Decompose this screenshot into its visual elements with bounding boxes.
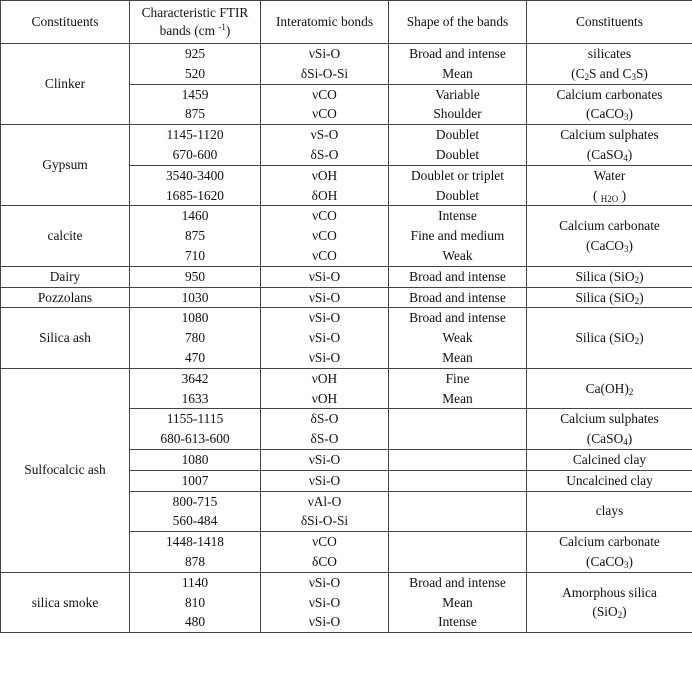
bond-value: νCO — [312, 208, 337, 224]
compound-value: Amorphous silica — [562, 584, 657, 600]
bonds-cell — [261, 287, 389, 308]
bond-value: νS-O — [310, 127, 339, 143]
shape-value: Broad and intense — [409, 46, 506, 61]
shape-value: Mean — [442, 390, 473, 406]
bonds-cell — [261, 368, 389, 409]
table-body — [1, 44, 692, 633]
compound-value: (CaCO$_3$) — [586, 106, 633, 123]
shape-value: Weak — [442, 330, 473, 346]
bond-value: νSi-O — [308, 330, 341, 346]
shape-cell — [389, 165, 527, 206]
table-header — [1, 1, 692, 44]
compound-value: Silica (SiO$_2$) — [575, 289, 644, 306]
bonds-cell — [261, 409, 389, 450]
band-value: 1140 — [181, 574, 209, 590]
shape-value: Doublet — [435, 146, 480, 162]
shape-value: Intense — [438, 614, 477, 630]
shape-value: Broad and intense — [409, 310, 506, 326]
table-row — [1, 125, 692, 166]
subscript: 4 — [623, 437, 628, 448]
bonds-cell — [261, 84, 389, 125]
compound-value: (CaCO$_3$) — [586, 553, 633, 570]
band-value: 480 — [184, 614, 206, 630]
compound-cell — [527, 287, 692, 308]
header-constituents: Constituents — [1, 1, 130, 44]
subscript: 2 — [634, 274, 640, 285]
bands-cell — [130, 165, 261, 206]
bands-cell — [130, 572, 261, 632]
bonds-cell — [261, 165, 389, 206]
bond-value: νCO — [312, 228, 337, 244]
bond-value: νSi-O — [308, 472, 341, 488]
band-value: 710 — [184, 247, 206, 263]
compound-cell — [527, 206, 692, 266]
compound-value: Silica (SiO$_2$) — [575, 330, 644, 347]
compound-value: Water — [593, 167, 626, 183]
bond-value: δS-O — [310, 431, 339, 447]
subscript: H2O — [600, 193, 619, 204]
subscript: 2 — [617, 610, 623, 621]
subscript: 4 — [623, 152, 628, 163]
bond-value: νOH — [311, 167, 338, 183]
shape-value: Doublet — [435, 187, 480, 203]
header-interatomic-bonds: Interatomic bonds — [261, 1, 389, 44]
bands-cell — [130, 44, 261, 85]
bonds-cell — [261, 266, 389, 287]
band-value: 1685-1620 — [165, 187, 225, 203]
constituent-name: Gypsum — [1, 125, 130, 206]
compound-cell — [527, 368, 692, 409]
compound-cell — [527, 449, 692, 470]
band-value: 3540-3400 — [165, 167, 225, 183]
compound-cell — [527, 572, 692, 632]
subscript: 2 — [634, 295, 640, 306]
shape-value: Broad and intense — [409, 268, 506, 284]
band-value: 878 — [184, 553, 206, 569]
subscript: 3 — [623, 559, 629, 570]
shape-value: Broad and intense — [409, 574, 506, 590]
compound-value: silicates — [587, 46, 632, 61]
bonds-cell — [261, 449, 389, 470]
table-row — [1, 308, 692, 368]
compound-value: Calcined clay — [572, 451, 647, 467]
compound-value: Silica (SiO$_2$) — [575, 268, 644, 285]
compound-cell — [527, 532, 692, 573]
shape-cell — [389, 532, 527, 573]
bonds-cell — [261, 532, 389, 573]
header-ftir-bands-exponent: -1 — [218, 22, 226, 32]
band-value: 1448-1418 — [165, 534, 225, 550]
bands-cell — [130, 308, 261, 368]
bond-value: νSi-O — [308, 310, 341, 326]
compound-value: Calcium carbonates — [556, 86, 663, 102]
bond-value: νOH — [311, 390, 338, 406]
compound-value: (SiO$_2$) — [592, 604, 627, 621]
header-ftir-bands-close: ) — [225, 23, 231, 38]
shape-value: Fine — [445, 370, 470, 386]
shape-cell — [389, 125, 527, 166]
bonds-cell — [261, 491, 389, 532]
compound-cell — [527, 125, 692, 166]
compound-value: Calcium carbonate — [559, 218, 660, 234]
compound-value: ($C_2S$ and $C_3S$) — [571, 65, 648, 82]
bond-value: νSi-O — [308, 614, 341, 630]
band-value: 875 — [184, 106, 206, 122]
constituent-name: silica smoke — [1, 572, 130, 632]
shape-cell — [389, 572, 527, 632]
bonds-cell — [261, 572, 389, 632]
bond-value: δOH — [311, 187, 338, 203]
bond-value: νSi-O — [308, 46, 341, 61]
bonds-cell — [261, 44, 389, 85]
compound-value: clays — [595, 503, 624, 519]
shape-cell — [389, 287, 527, 308]
shape-value: Mean — [442, 65, 473, 81]
constituent-name: Clinker — [1, 44, 130, 125]
shape-value: Broad and intense — [409, 289, 506, 305]
constituent-name: calcite — [1, 206, 130, 266]
bond-value: νSi-O — [308, 574, 341, 590]
constituent-name: Dairy — [1, 266, 130, 287]
bond-value: νOH — [311, 370, 338, 386]
compound-cell — [527, 44, 692, 85]
bands-cell — [130, 287, 261, 308]
bonds-cell — [261, 125, 389, 166]
subscript: 3 — [623, 244, 629, 255]
table-row — [1, 572, 692, 632]
table-row — [1, 266, 692, 287]
header-compound: Constituents — [527, 1, 692, 44]
compound-value: $Ca(OH)_2$ — [585, 380, 634, 397]
shape-cell — [389, 491, 527, 532]
bands-cell — [130, 409, 261, 450]
bond-value: δS-O — [310, 146, 339, 162]
band-value: 520 — [184, 65, 206, 81]
bands-cell — [130, 470, 261, 491]
bond-value: νSi-O — [308, 289, 341, 305]
compound-cell — [527, 409, 692, 450]
compound-value: Uncalcined clay — [566, 472, 653, 488]
bond-value: νSi-O — [308, 268, 341, 284]
compound-cell — [527, 266, 692, 287]
compound-cell — [527, 308, 692, 368]
shape-cell — [389, 449, 527, 470]
bond-value: νSi-O — [308, 594, 341, 610]
header-row — [1, 1, 692, 44]
bond-value: δSi-O-Si — [300, 513, 349, 529]
header-ftir-bands — [130, 1, 261, 44]
bands-cell — [130, 84, 261, 125]
band-value: 1080 — [181, 451, 209, 467]
compound-value: Calcium sulphates — [560, 127, 659, 143]
compound-value: (CaSO$_4$) — [586, 431, 633, 448]
shape-value: Weak — [442, 247, 473, 263]
constituent-name: Silica ash — [1, 308, 130, 368]
table-row — [1, 287, 692, 308]
band-value: 925 — [184, 46, 206, 61]
header-ftir-bands-text: Characteristic FTIR bands (cm — [141, 5, 249, 38]
bands-cell — [130, 125, 261, 166]
shape-cell — [389, 409, 527, 450]
shape-cell — [389, 266, 527, 287]
shape-value: Doublet or triplet — [411, 167, 504, 183]
shape-value: Shoulder — [433, 106, 482, 122]
band-value: 680-613-600 — [160, 431, 230, 447]
subscript: 2 — [628, 386, 634, 397]
compound-value: (CaCO$_3$) — [586, 238, 633, 255]
bond-value: νCO — [312, 534, 337, 550]
bands-cell — [130, 449, 261, 470]
band-value: 1459 — [181, 86, 209, 102]
shape-value: Mean — [442, 594, 473, 610]
band-value: 780 — [184, 330, 206, 346]
bands-cell — [130, 491, 261, 532]
table-row — [1, 206, 692, 266]
subscript: 3 — [631, 71, 636, 82]
bond-value: δS-O — [310, 411, 339, 427]
band-value: 1007 — [181, 472, 209, 488]
band-value: 560-484 — [172, 513, 218, 529]
band-value: 800-715 — [172, 493, 218, 509]
bands-cell — [130, 532, 261, 573]
compound-cell — [527, 491, 692, 532]
bonds-cell — [261, 470, 389, 491]
shape-value: Variable — [435, 86, 480, 102]
bond-value: νCO — [312, 247, 337, 263]
compound-cell — [527, 470, 692, 491]
compound-value: Calcium carbonate — [559, 534, 660, 550]
band-value: 670-600 — [172, 146, 218, 162]
shape-cell — [389, 44, 527, 85]
bonds-cell — [261, 308, 389, 368]
header-band-shape: Shape of the bands — [389, 1, 527, 44]
band-value: 1460 — [181, 208, 209, 224]
bands-cell — [130, 368, 261, 409]
bond-value: δSi-O-Si — [300, 65, 349, 81]
shape-cell — [389, 84, 527, 125]
shape-value: Mean — [442, 349, 473, 365]
shape-cell — [389, 470, 527, 491]
bands-cell — [130, 206, 261, 266]
compound-cell — [527, 84, 692, 125]
compound-value: ( $_{H2O}$ ) — [592, 187, 627, 204]
band-value: 875 — [184, 228, 206, 244]
band-value: 3642 — [181, 370, 209, 386]
band-value: 470 — [184, 349, 206, 365]
band-value: 1633 — [181, 390, 209, 406]
shape-cell — [389, 308, 527, 368]
band-value: 950 — [184, 268, 206, 284]
table-row — [1, 368, 692, 409]
bond-value: νSi-O — [308, 349, 341, 365]
bond-value: δCO — [312, 553, 337, 569]
band-value: 1080 — [181, 310, 209, 326]
band-value: 1030 — [181, 289, 209, 305]
constituent-name: Pozzolans — [1, 287, 130, 308]
bond-value: νCO — [312, 106, 337, 122]
bond-value: νAl-O — [307, 493, 342, 509]
band-value: 1145-1120 — [166, 127, 224, 143]
subscript: 3 — [623, 112, 629, 123]
band-value: 810 — [184, 594, 206, 610]
compound-cell — [527, 165, 692, 206]
shape-cell — [389, 368, 527, 409]
shape-value: Doublet — [435, 127, 480, 143]
bonds-cell — [261, 206, 389, 266]
compound-value: (CaSO$_4$) — [586, 146, 633, 163]
subscript: 2 — [634, 336, 640, 347]
bond-value: νSi-O — [308, 451, 341, 467]
compound-value: Calcium sulphates — [560, 411, 659, 427]
band-value: 1155-1115 — [166, 411, 224, 427]
subscript: 2 — [584, 71, 590, 82]
shape-value: Intense — [438, 208, 477, 224]
shape-cell — [389, 206, 527, 266]
bond-value: νCO — [312, 86, 337, 102]
constituent-name: Sulfocalcic ash — [1, 368, 130, 572]
table-row — [1, 44, 692, 85]
bands-cell — [130, 266, 261, 287]
shape-value: Fine and medium — [410, 228, 505, 244]
